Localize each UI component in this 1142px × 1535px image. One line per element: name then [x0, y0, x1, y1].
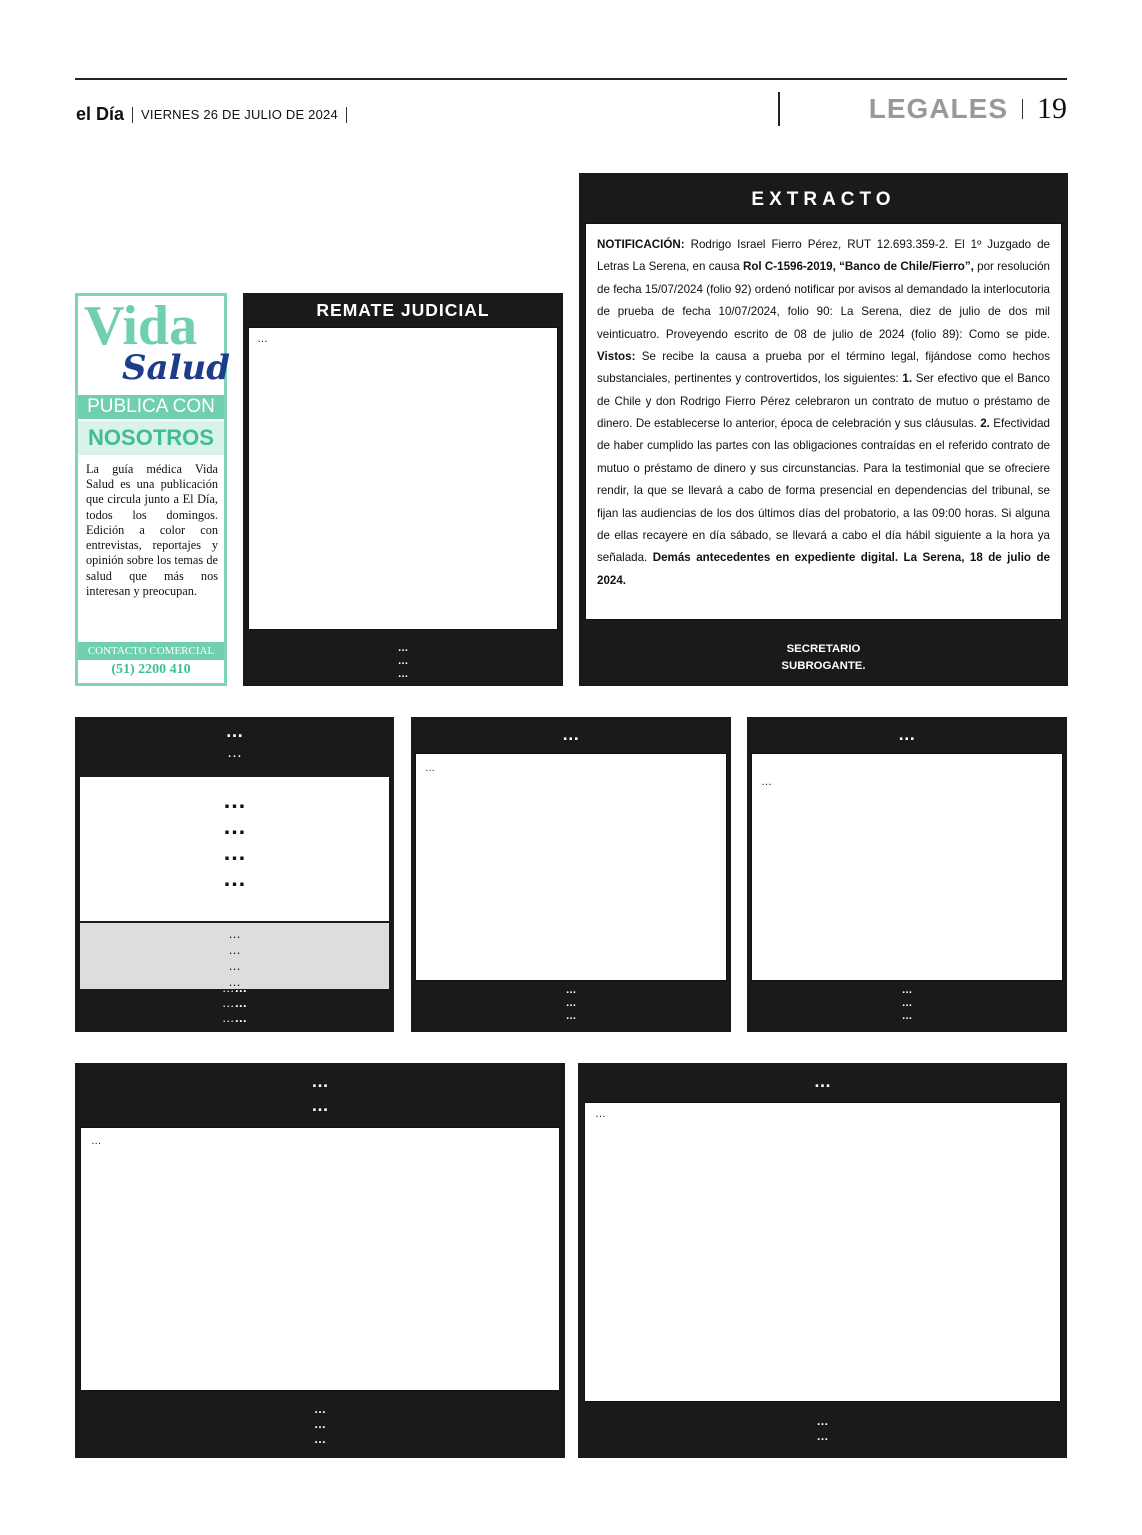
signature-line: …: [565, 1010, 577, 1023]
ad-text: La guía médica Vida Salud es una publicación que circula junto a El Día, todos los domingos. Edición a color con entrevistas, reportajes y opinión sobre los temas de salud que más nos interesan y preocupan.: [86, 462, 218, 598]
notice-signature: [578, 1414, 1067, 1444]
notice-body-box: [584, 1102, 1061, 1402]
notice-body: …: [595, 1108, 606, 1120]
divider: [346, 107, 347, 123]
service-item: …: [222, 787, 247, 813]
signature-line: …: [314, 1402, 326, 1416]
signature-line: …: [816, 1414, 829, 1428]
vida-salud-ad: [75, 293, 230, 686]
service-item: …: [222, 813, 247, 839]
notice-signature: [411, 984, 731, 1024]
contact-phone: …: [234, 996, 248, 1010]
header-left: [76, 104, 347, 125]
signature-line: …: [314, 1432, 326, 1446]
brand-logo: el Día: [76, 104, 125, 124]
service-item: …: [222, 839, 247, 865]
header-right: [778, 92, 1067, 126]
ad-subtitle: …: [226, 744, 243, 761]
notice-signature: [579, 641, 1068, 674]
section-title: LEGALES: [868, 93, 1008, 124]
notice-body: …: [257, 333, 268, 345]
locality-line: …: [228, 943, 241, 957]
locality-line: …: [228, 975, 241, 989]
notice-signature: [747, 984, 1067, 1024]
extracto-interdiccion-1: [411, 717, 731, 1032]
signature-line: …: [565, 984, 577, 996]
contact-label: …: [221, 981, 235, 995]
divider: [1022, 99, 1023, 119]
notice-title: …: [813, 1071, 832, 1091]
notice-subtitle: …: [311, 1095, 329, 1115]
contact-label: …: [221, 1011, 235, 1025]
divider: [132, 107, 133, 123]
signature-line: SECRETARIO: [786, 643, 861, 655]
notice-signature: [243, 642, 563, 682]
notice-title: REMATE JUDICIAL: [316, 300, 490, 320]
ad-title: …: [225, 721, 244, 741]
notice-body: …: [761, 776, 772, 788]
signature-line: …: [565, 997, 577, 1010]
contact-name: …: [234, 981, 248, 995]
header-rule: [75, 78, 1067, 80]
contact-email[interactable]: …: [234, 1011, 248, 1025]
ad-services: [80, 777, 389, 921]
notice-body-box: [751, 753, 1063, 981]
publique-ad: [75, 717, 394, 1032]
ad-localities: [80, 923, 389, 989]
contact-label: …: [221, 996, 235, 1010]
signature-line: …: [901, 1010, 913, 1023]
signature-line: …: [901, 997, 913, 1010]
issue-date: VIERNES 26 DE JULIO DE 2024: [141, 107, 338, 122]
vida-logo: Vida: [84, 295, 198, 357]
page-number: 19: [1037, 92, 1067, 125]
ad-contact: [75, 981, 394, 1026]
extracto-remate: [578, 1063, 1067, 1458]
ad-banner: PUBLICA CON: [78, 395, 224, 419]
locality-line: …: [228, 927, 241, 941]
notice-body: …: [91, 1136, 102, 1147]
ad-contact-label: CONTACTO COMERCIAL: [78, 642, 224, 660]
notice-body-box: [248, 327, 558, 630]
ad-phone: (51) 2200 410: [111, 662, 191, 677]
notice-title: …: [311, 1071, 329, 1091]
notice-title: EXTRACTO: [751, 189, 896, 210]
signature-line: …: [397, 655, 409, 668]
notice-body-box: [585, 223, 1062, 620]
extracto-interdiccion-2: [747, 717, 1067, 1032]
salud-logo: Salud: [122, 348, 230, 388]
notice-signature: [75, 1402, 565, 1447]
notice-body: …: [425, 763, 435, 774]
service-item: …: [222, 865, 247, 891]
ad-banner: NOSOTROS: [78, 421, 224, 455]
signature-line: SUBROGANTE.: [781, 659, 866, 672]
signature-line: …: [816, 1429, 829, 1443]
notice-body-box: [80, 1127, 560, 1391]
remate-judicial: [243, 293, 563, 686]
extracto-notificacion: [579, 173, 1068, 686]
signature-line: …: [901, 984, 913, 996]
signature-line: …: [397, 642, 409, 654]
notice-body-box: [415, 753, 727, 981]
signature-line: …: [397, 668, 409, 681]
notice-body: NOTIFICACIÓN: Rodrigo Israel Fierro Pérez, RUT 12.693.359-2. El 1º Juzgado de Letras La Serena, en causa Rol C-1596-2019, “Banco de Chile/Fierro”, por resolución de fecha 15/07/2024 (folio 92) ordenó notificar por avisos al demandado la interlocutoria de prueba de fecha 10/07/2024, folio 90: La Serena, diez de julio de dos mil veinticuatro. Proveyendo escrito de 08 de julio de 2024 (folio 89): Como se pide. Vistos: Se recibe la causa a prueba por el término legal, fijándose como hechos substanciales, pertinentes y controvertidos, los siguientes: 1. Ser efectivo que el Banco de Chile y don Rodrigo Fierro Pérez celebraron un contrato de mutuo o préstamo de dinero. De establecerse lo anterior, época de celebración y sus cláusulas. 2. Efectividad de haber cumplido las partes con las obligaciones contraídas en el referido contrato de mutuo o préstamo de dinero y sus circunstancias. Para la testimonial que se ofreciere rendir, la que se llevará a cabo de forma presencial en dependencias del tribunal, se fijan las audiencias de los dos últimos días del probatorio, a las 09:00 horas. Si alguna de ellas recayere en día sábado, se llevará a cabo el día hábil siguiente a la hora ya señalada. Demás antecedentes en expediente digital. La Serena, 18 de julio de 2024.: [597, 238, 1050, 587]
notice-title: …: [898, 724, 916, 744]
notice-title: …: [562, 724, 580, 744]
signature-line: …: [314, 1417, 326, 1431]
locality-line: …: [228, 959, 241, 973]
extracto-publicacion-remate: [75, 1063, 565, 1458]
